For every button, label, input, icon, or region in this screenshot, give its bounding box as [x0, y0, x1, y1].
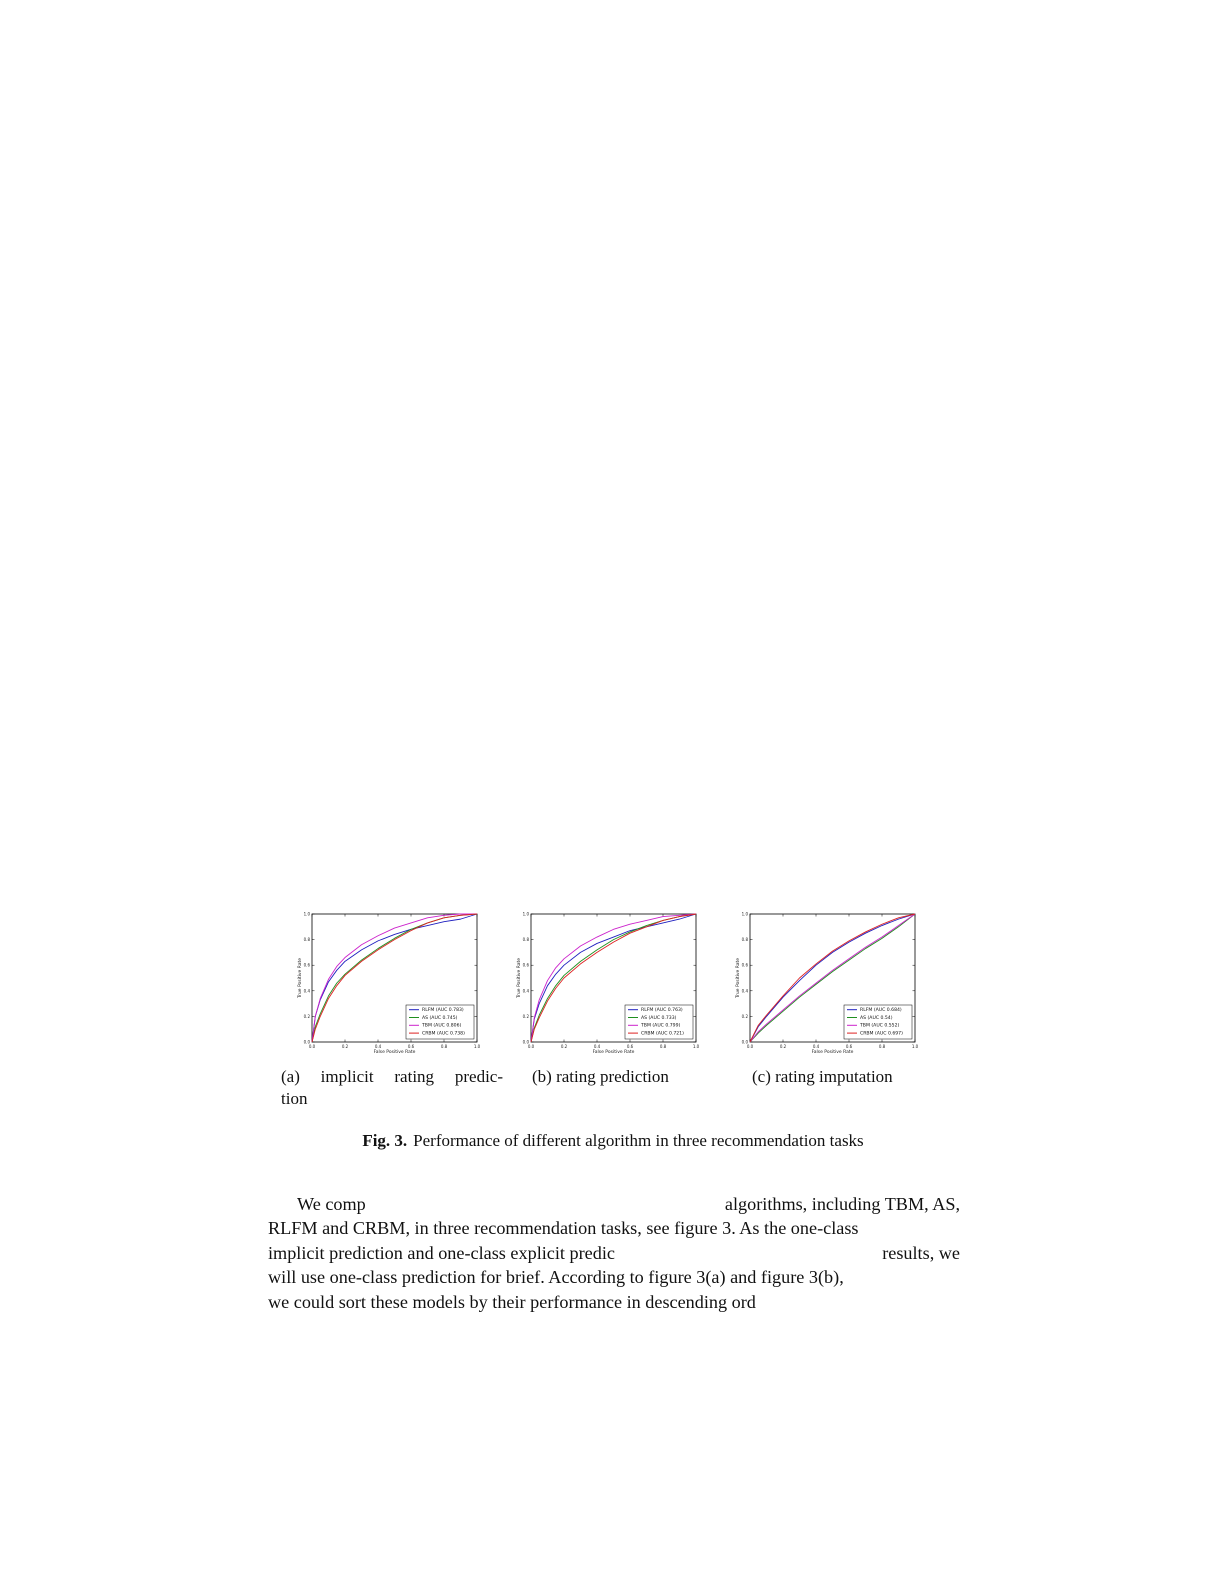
y-tick-label: 0.0	[303, 1039, 310, 1045]
y-axis-label: True Positive Rate	[736, 957, 741, 999]
x-tick-label: 0.0	[308, 1044, 316, 1049]
y-tick-label: 0.0	[741, 1039, 748, 1045]
x-axis-label: False Positive Rate	[811, 1050, 854, 1055]
y-tick-label: 0.2	[303, 1013, 310, 1019]
figure-caption	[268, 1130, 958, 1152]
body-line-4: will use one-class prediction for brief. According to figure 3(a) and figure 3(b),	[268, 1267, 844, 1288]
legend-entry: CRBM (AUC 0.738)	[422, 1031, 465, 1037]
x-axis-label: False Positive Rate	[373, 1050, 416, 1055]
body-line-5: we could sort these models by their performance in descending ord	[268, 1291, 756, 1312]
body-paragraph	[268, 1192, 960, 1314]
x-tick-label: 0.0	[527, 1044, 535, 1049]
roc-chart-b	[515, 908, 705, 1056]
y-tick-label: 0.8	[303, 937, 310, 943]
x-tick-label: 0.2	[341, 1044, 349, 1049]
body-line-1-end: algorithms, including TBM, AS,	[724, 1194, 960, 1214]
x-tick-label: 0.4	[374, 1044, 382, 1049]
x-tick-label: 0.8	[659, 1044, 667, 1049]
y-tick-label: 0.8	[741, 937, 748, 943]
x-tick-label: 0.6	[845, 1044, 853, 1049]
subcaption-a	[281, 1066, 503, 1110]
subcaption-a-line2: tion	[281, 1089, 308, 1108]
y-tick-label: 0.6	[303, 962, 310, 968]
x-tick-label: 1.0	[473, 1044, 481, 1049]
body-line-1-start: We comp	[297, 1194, 366, 1214]
x-tick-label: 0.4	[593, 1044, 601, 1049]
y-tick-label: 0.6	[522, 962, 529, 968]
y-tick-label: 0.4	[303, 988, 310, 994]
subcaption-b: (b) rating prediction	[532, 1067, 669, 1086]
y-tick-label: 0.4	[522, 988, 529, 994]
y-tick-label: 0.2	[741, 1013, 748, 1019]
roc-chart-c	[734, 908, 924, 1056]
y-tick-label: 0.6	[741, 962, 748, 968]
legend-entry: RLFM (AUC 0.684)	[860, 1008, 902, 1013]
x-tick-label: 0.2	[560, 1044, 568, 1049]
legend-entry: RLFM (AUC 0.783)	[422, 1008, 464, 1013]
x-tick-label: 0.8	[878, 1044, 886, 1049]
legend-entry: TBM (AUC 0.799)	[641, 1023, 681, 1029]
y-tick-label: 0.4	[741, 988, 748, 994]
body-line-3-start: implicit prediction and one-class explicit predic	[268, 1242, 615, 1263]
x-tick-label: 1.0	[911, 1044, 919, 1049]
y-tick-label: 1.0	[522, 911, 529, 917]
body-line-3-end: results, we	[882, 1242, 960, 1263]
y-tick-label: 1.0	[303, 911, 310, 917]
legend-entry: CRBM (AUC 0.697)	[860, 1031, 903, 1037]
x-tick-label: 1.0	[692, 1044, 700, 1049]
body-line-2: RLFM and CRBM, in three recommendation tasks, see figure 3. As the one-class	[268, 1218, 859, 1239]
x-tick-label: 0.0	[746, 1044, 754, 1049]
body-line-1	[268, 1192, 960, 1216]
subplot-b	[515, 908, 705, 1056]
subcaption-c: (c) rating imputation	[752, 1067, 893, 1086]
y-axis-label: True Positive Rate	[298, 957, 303, 999]
x-tick-label: 0.6	[407, 1044, 415, 1049]
legend-entry: AS (AUC 0.54)	[860, 1015, 893, 1021]
y-axis-label: True Positive Rate	[517, 957, 522, 999]
legend-entry: TBM (AUC 0.552)	[860, 1023, 900, 1029]
legend-entry: TBM (AUC 0.806)	[422, 1023, 462, 1029]
y-tick-label: 0.8	[522, 937, 529, 943]
subcaption-a-line1: (a) implicit rating predic-	[281, 1067, 503, 1086]
legend-entry: RLFM (AUC 0.763)	[641, 1008, 683, 1013]
legend-entry: AS (AUC 0.733)	[641, 1015, 677, 1021]
y-tick-label: 0.2	[522, 1013, 529, 1019]
x-tick-label: 0.2	[779, 1044, 787, 1049]
y-tick-label: 1.0	[741, 911, 748, 917]
roc-chart-a	[296, 908, 486, 1056]
x-tick-label: 0.6	[626, 1044, 634, 1049]
x-axis-label: False Positive Rate	[592, 1050, 635, 1055]
legend-entry: CRBM (AUC 0.721)	[641, 1031, 684, 1037]
x-tick-label: 0.4	[812, 1044, 820, 1049]
figure-caption-text: Performance of different algorithm in three recommendation tasks	[413, 1131, 864, 1150]
x-tick-label: 0.8	[440, 1044, 448, 1049]
legend-entry: AS (AUC 0.745)	[422, 1015, 458, 1021]
subplot-c	[734, 908, 924, 1056]
y-tick-label: 0.0	[522, 1039, 529, 1045]
figure-caption-label: Fig. 3.	[362, 1131, 408, 1150]
subplot-a	[296, 908, 486, 1056]
body-line-3	[268, 1241, 960, 1265]
